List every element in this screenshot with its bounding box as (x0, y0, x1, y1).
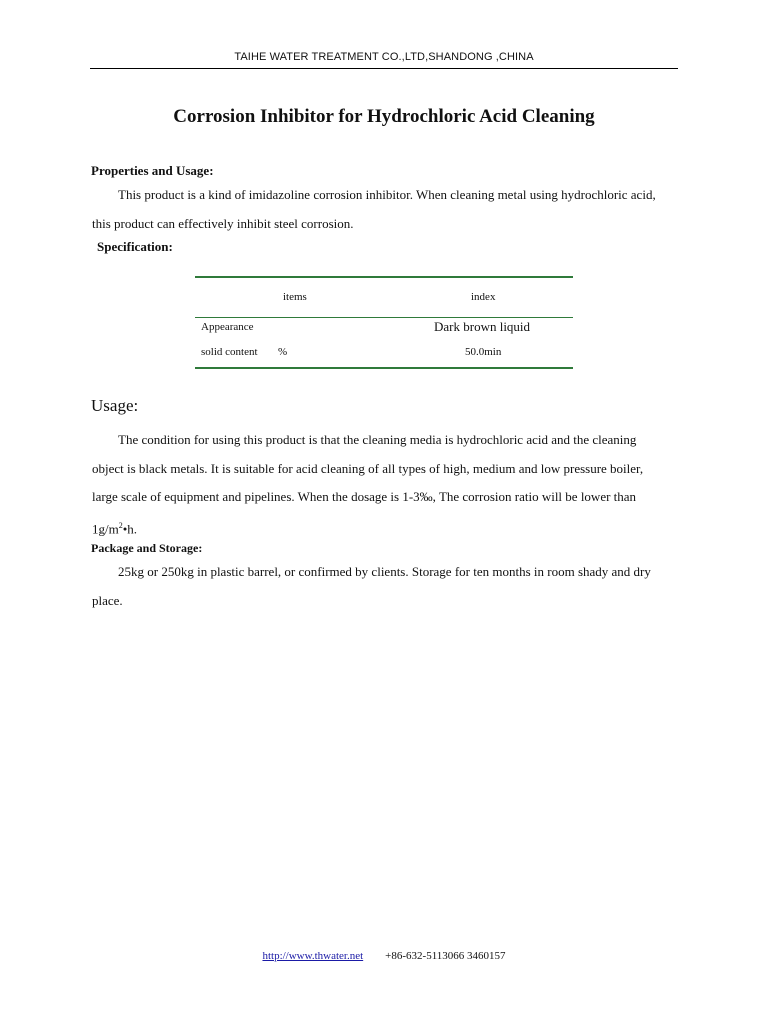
contact-phone: +86-632-5113066 3460157 (385, 950, 506, 962)
package-line-1: 25kg or 250kg in plastic barrel, or confirmed by clients. Storage for ten months in room shady and dry (118, 564, 651, 579)
table-bottom-rule (195, 367, 573, 369)
website-link[interactable]: http://www.thwater.net (262, 950, 364, 962)
usage-unit-suffix: •h. (122, 520, 138, 536)
table-row-1-item: Appearance (201, 321, 254, 333)
table-row-2-unit: % (278, 346, 288, 358)
specification-table (195, 276, 573, 369)
usage-unit-prefix: 1g/m (92, 520, 119, 536)
specification-heading: Specification: (97, 239, 173, 254)
properties-paragraph (92, 181, 679, 238)
usage-line-2: object is black metals. It is suitable for acid cleaning of all types of high, medium and low pressure boiler, (92, 460, 644, 476)
properties-line-1: This product is a kind of imidazoline corrosion inhibitor. When cleaning metal using hydrochloric acid, (118, 187, 656, 202)
header-divider (90, 68, 678, 69)
table-row-2-index: 50.0min (465, 346, 502, 358)
usage-unit-superscript: 2 (118, 520, 123, 530)
table-header-rule (195, 317, 573, 318)
usage-paragraph (92, 426, 679, 543)
usage-heading: Usage: (91, 396, 139, 415)
table-top-rule (195, 276, 573, 278)
column-header-items: items (283, 291, 307, 303)
company-header: TAIHE WATER TREATMENT CO.,LTD,SHANDONG ,CHINA (234, 51, 534, 63)
table-row-2-item: solid content (201, 346, 258, 358)
table-row-1-index: Dark brown liquid (434, 319, 531, 334)
package-line-2: place. (92, 592, 123, 608)
page-footer (0, 950, 768, 962)
properties-heading: Properties and Usage: (91, 163, 214, 178)
package-heading: Package and Storage: (91, 541, 203, 555)
package-paragraph (92, 558, 679, 615)
column-header-index: index (471, 291, 496, 303)
properties-line-2: this product can effectively inhibit steel corrosion. (92, 215, 354, 231)
usage-line-1: The condition for using this product is that the cleaning media is hydrochloric acid and the cleaning (118, 432, 637, 447)
usage-line-3: large scale of equipment and pipelines. When the dosage is 1-3‰, The corrosion ratio will be lower than (92, 489, 637, 504)
document-title: Corrosion Inhibitor for Hydrochloric Acid Cleaning (173, 106, 595, 127)
usage-line-4 (92, 512, 679, 544)
